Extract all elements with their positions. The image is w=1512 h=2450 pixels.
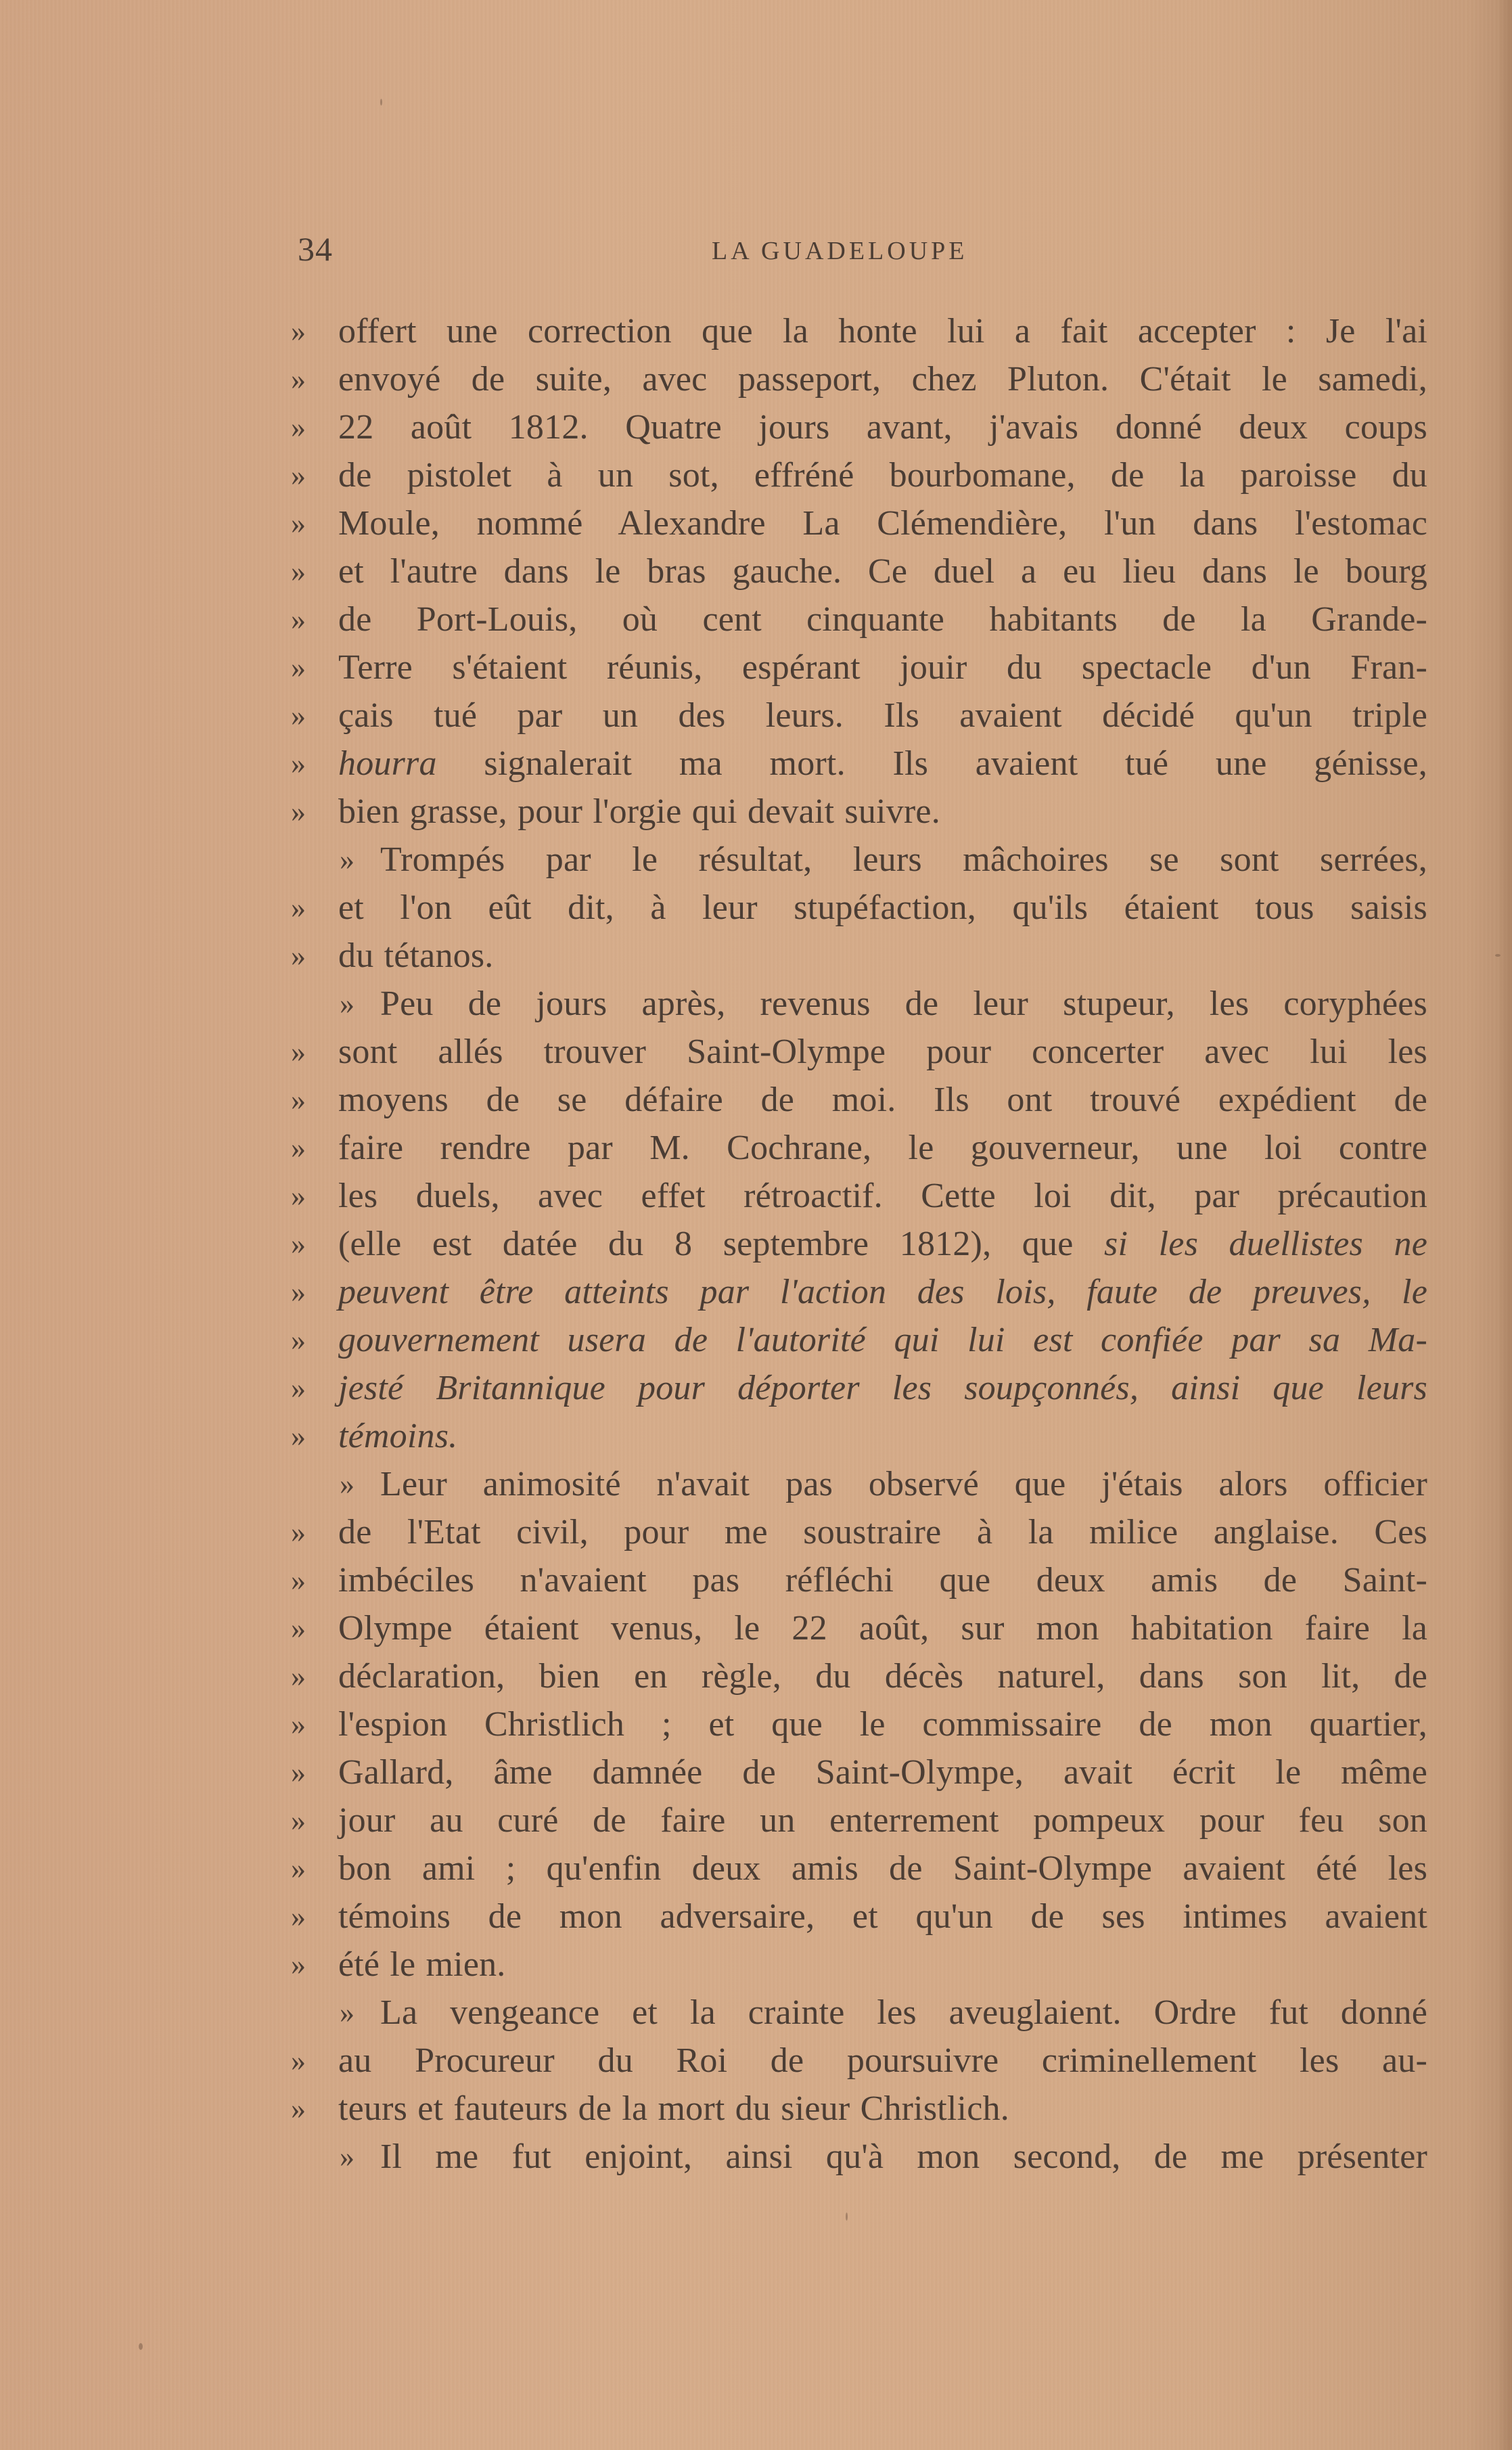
line-text: [338, 1172, 1427, 1220]
quote-mark: »: [291, 507, 306, 540]
line-text: [380, 1460, 1427, 1508]
line-text-run: Peu de jours après, revenus de leur stupeur, les coryphées: [380, 984, 1427, 1023]
line-text-run: les duels, avec effet rétroactif. Cette loi dit, par précaution: [338, 1177, 1427, 1215]
text-line: [291, 932, 1427, 980]
line-text: [380, 980, 1427, 1028]
text-line: [291, 1748, 1427, 1796]
quote-mark: »: [291, 699, 306, 732]
text-line: [291, 1941, 1427, 1989]
text-line: [291, 836, 1427, 884]
line-text: [338, 403, 1427, 451]
line-text-run: Terre s'étaient réunis, espérant jouir du spectacle d'un Fran-: [338, 648, 1427, 687]
line-text: [338, 307, 1427, 355]
line-text: [338, 1941, 1427, 1989]
quote-mark: »: [291, 2092, 306, 2125]
line-text: [338, 1412, 1427, 1460]
text-line: [291, 1220, 1427, 1268]
text-line: [291, 1604, 1427, 1652]
line-text-run: Olympe étaient venus, le 22 août, sur mon habitation faire la: [338, 1609, 1427, 1648]
quote-mark: »: [340, 2140, 354, 2173]
text-line: [291, 1076, 1427, 1124]
line-text: [338, 1892, 1427, 1941]
quote-mark: »: [291, 1708, 306, 1741]
paper-speck: [846, 2213, 848, 2221]
italic-word: hourra: [338, 744, 437, 783]
quote-mark: »: [291, 1804, 306, 1837]
line-text: [338, 2085, 1427, 2133]
line-text: [338, 932, 1427, 980]
line-text: [338, 740, 1427, 788]
page-edge-shadow: [1497, 0, 1512, 2450]
line-text: [338, 884, 1427, 932]
line-text: [338, 1268, 1427, 1316]
line-text: [338, 1556, 1427, 1604]
text-line: [291, 499, 1427, 547]
text-line: [291, 1316, 1427, 1364]
text-line: [291, 307, 1427, 355]
line-text-run: et l'autre dans le bras gauche. Ce duel a eu lieu dans le bourg: [338, 552, 1427, 591]
line-text-run: témoins.: [338, 1417, 458, 1455]
line-text: [338, 1076, 1427, 1124]
line-text-run: 22 août 1812. Quatre jours avant, j'avais donné deux coups: [338, 408, 1427, 447]
line-text: [338, 1844, 1427, 1892]
line-text: [338, 355, 1427, 403]
text-line: [291, 1844, 1427, 1892]
line-text-run: bien grasse, pour l'orgie qui devait suivre.: [338, 792, 940, 831]
quote-mark: »: [291, 1516, 306, 1549]
line-text: [338, 788, 1427, 836]
line-text-run: moyens de se défaire de moi. Ils ont trouvé expédient de: [338, 1081, 1427, 1119]
line-text: [338, 1700, 1427, 1748]
text-line: [291, 2133, 1427, 2181]
line-text: [338, 691, 1427, 740]
line-text-run: imbéciles n'avaient pas réfléchi que deux amis de Saint-: [338, 1561, 1427, 1600]
line-text-run: sont allés trouver Saint-Olympe pour concerter avec lui les: [338, 1033, 1427, 1071]
line-text-run: témoins de mon adversaire, et qu'un de ses intimes avaient: [338, 1897, 1427, 1936]
quote-mark: »: [340, 1996, 354, 2029]
quote-mark: »: [291, 1035, 306, 1068]
quote-mark: »: [291, 795, 306, 828]
quote-mark: »: [291, 1275, 306, 1309]
line-text-run: signalerait ma mort. Ils avaient tué une génisse,: [436, 744, 1427, 783]
line-text-run: l'espion Christlich ; et que le commissaire de mon quartier,: [338, 1705, 1427, 1744]
line-text-run: du tétanos.: [338, 936, 494, 975]
line-text-run: de pistolet à un sot, effréné bourbomane, de la paroisse du: [338, 456, 1427, 495]
text-line: [291, 1364, 1427, 1412]
line-text-run: La vengeance et la crainte les aveuglaient. Ordre fut donné: [380, 1993, 1427, 2032]
text-line: [291, 1460, 1427, 1508]
quote-mark: »: [291, 555, 306, 588]
quote-mark: »: [291, 459, 306, 492]
text-line: [291, 884, 1427, 932]
line-text-run: teurs et fauteurs de la mort du sieur Christlich.: [338, 2089, 1009, 2128]
line-text-run: peuvent être atteints par l'action des lois, faute de preuves, le: [338, 1273, 1427, 1311]
line-text: [380, 1989, 1427, 2037]
quote-mark: »: [291, 411, 306, 444]
text-line: [291, 2085, 1427, 2133]
quote-mark: »: [291, 1948, 306, 1981]
line-text: [338, 499, 1427, 547]
body-text: [291, 307, 1427, 2181]
text-line: [291, 1652, 1427, 1700]
text-line: [291, 1700, 1427, 1748]
text-line: [291, 355, 1427, 403]
text-line: [291, 1796, 1427, 1844]
quote-mark: »: [291, 2044, 306, 2077]
line-text: [338, 1220, 1427, 1268]
quote-mark: »: [340, 1468, 354, 1501]
line-text-run: Trompés par le résultat, leurs mâchoires se sont serrées,: [380, 840, 1427, 879]
running-title: LA GUADELOUPE: [712, 237, 968, 265]
quote-mark: »: [291, 1227, 306, 1261]
text-line: [291, 1412, 1427, 1460]
line-text: [380, 2133, 1427, 2181]
line-text-run: jesté Britannique pour déporter les soupçonnés, ainsi que leurs: [338, 1369, 1427, 1407]
text-line: [291, 547, 1427, 595]
text-line: [291, 1892, 1427, 1941]
page-number: 34: [298, 230, 333, 268]
italic-run: si les duellistes ne: [1104, 1225, 1427, 1263]
quote-mark: »: [340, 843, 354, 876]
quote-mark: »: [340, 987, 354, 1020]
quote-mark: »: [291, 891, 306, 924]
line-text-run: au Procureur du Roi de poursuivre criminellement les au-: [338, 2041, 1427, 2080]
quote-mark: »: [291, 1900, 306, 1933]
line-text-run: déclaration, bien en règle, du décès naturel, dans son lit, de: [338, 1657, 1427, 1696]
line-text-run: Leur animosité n'avait pas observé que j'étais alors officier: [380, 1465, 1427, 1503]
text-line: [291, 788, 1427, 836]
running-head: [298, 229, 1424, 269]
line-text-run: envoyé de suite, avec passeport, chez Pluton. C'était le samedi,: [338, 360, 1427, 399]
quote-mark: »: [291, 603, 306, 636]
quote-mark: »: [291, 315, 306, 348]
quote-mark: »: [291, 1131, 306, 1164]
line-text: [338, 1364, 1427, 1412]
line-text: [338, 547, 1427, 595]
line-text-run: Il me fut enjoint, ainsi qu'à mon second, de me présenter: [380, 2137, 1427, 2176]
quote-mark: »: [291, 939, 306, 972]
line-text-run: jour au curé de faire un enterrement pompeux pour feu son: [338, 1801, 1427, 1840]
text-line: [291, 1556, 1427, 1604]
quote-mark: »: [291, 1371, 306, 1405]
line-text: [380, 836, 1427, 884]
text-line: [291, 980, 1427, 1028]
line-text-run: gouvernement usera de l'autorité qui lui est confiée par sa Ma-: [338, 1321, 1427, 1359]
line-text: [338, 1748, 1427, 1796]
line-text: [338, 1316, 1427, 1364]
line-text: [338, 1508, 1427, 1556]
text-line: [291, 1989, 1427, 2037]
line-text-run: de Port-Louis, où cent cinquante habitants de la Grande-: [338, 600, 1427, 639]
line-text: [338, 451, 1427, 499]
line-text-run: offert une correction que la honte lui a fait accepter : Je l'ai: [338, 312, 1427, 350]
quote-mark: »: [291, 1323, 306, 1357]
quote-mark: »: [291, 363, 306, 396]
line-text: [338, 1796, 1427, 1844]
quote-mark: »: [291, 1179, 306, 1212]
quote-mark: »: [291, 651, 306, 684]
line-text-run: çais tué par un des leurs. Ils avaient décidé qu'un triple: [338, 696, 1427, 735]
text-line: [291, 643, 1427, 691]
text-line: [291, 1268, 1427, 1316]
line-text-run: et l'on eût dit, à leur stupéfaction, qu'ils étaient tous saisis: [338, 888, 1427, 927]
quote-mark: »: [291, 1756, 306, 1789]
line-text: [338, 1124, 1427, 1172]
line-text-run: (elle est datée du 8 septembre 1812), que: [338, 1225, 1105, 1263]
quote-mark: »: [291, 1612, 306, 1645]
line-text-run: faire rendre par M. Cochrane, le gouverneur, une loi contre: [338, 1129, 1427, 1167]
quote-mark: »: [291, 1420, 306, 1453]
text-line: [291, 1172, 1427, 1220]
paper-speck: [380, 99, 382, 106]
line-text-run: de l'Etat civil, pour me soustraire à la milice anglaise. Ces: [338, 1513, 1427, 1551]
text-line: [291, 1028, 1427, 1076]
line-text: [338, 595, 1427, 643]
text-line: [291, 1508, 1427, 1556]
quote-mark: »: [291, 1564, 306, 1597]
quote-mark: »: [291, 747, 306, 780]
text-line: [291, 1124, 1427, 1172]
line-text: [338, 643, 1427, 691]
line-text: [338, 1028, 1427, 1076]
paper-speck: [139, 2343, 143, 2350]
text-line: [291, 595, 1427, 643]
line-text: [338, 1652, 1427, 1700]
quote-mark: »: [291, 1660, 306, 1693]
quote-mark: »: [291, 1083, 306, 1116]
line-text: [338, 2037, 1427, 2085]
text-line: [291, 2037, 1427, 2085]
line-text-run: été le mien.: [338, 1945, 506, 1984]
text-line: [291, 451, 1427, 499]
line-text-run: Gallard, âme damnée de Saint-Olympe, avait écrit le même: [338, 1753, 1427, 1792]
text-line: [291, 403, 1427, 451]
text-line: [291, 740, 1427, 788]
quote-mark: »: [291, 1852, 306, 1885]
text-line: [291, 691, 1427, 740]
line-text: [338, 1604, 1427, 1652]
line-text-run: Moule, nommé Alexandre La Clémendière, l'un dans l'estomac: [338, 504, 1427, 543]
line-text-run: bon ami ; qu'enfin deux amis de Saint-Olympe avaient été les: [338, 1849, 1427, 1888]
